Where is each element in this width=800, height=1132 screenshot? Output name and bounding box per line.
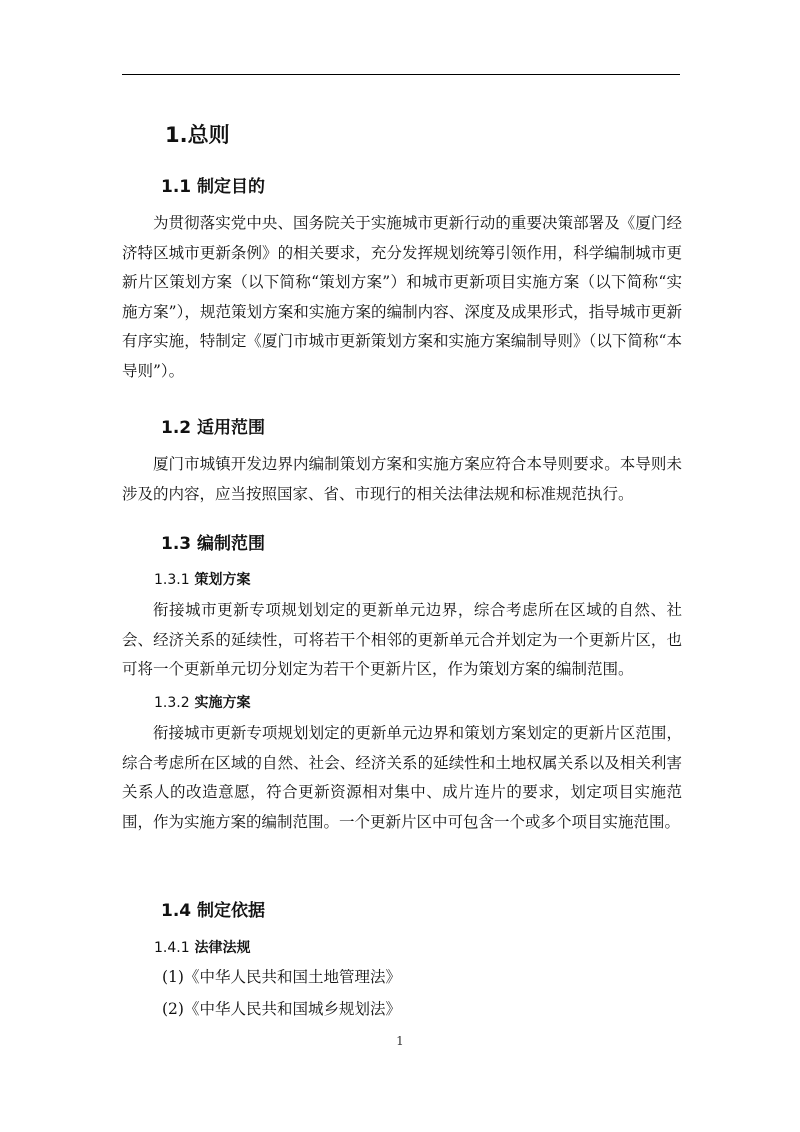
subsection-heading-1-3-2 [154, 693, 251, 713]
subsection-title: 实施方案 [194, 695, 251, 711]
subsection-number: 1.4.1 [154, 940, 190, 956]
paragraph-planning-scheme: 衔接城市更新专项规划划定的更新单元边界，综合考虑所在区域的自然、社会、经济关系的延续性，可将若干个相邻的更新单元合并划定为一个更新片区，也可将一个更新单元切分划定为若干个更新片区，作为策划方案的编制范围。 [122, 601, 682, 678]
section-heading-1-1: 1.1 制定目的 [161, 177, 266, 197]
paragraph-scope: 厦门市城镇开发边界内编制策划方案和实施方案应符合本导则要求。本导则未涉及的内容，应当按照国家、省、市现行的相关法律法规和标准规范执行。 [122, 455, 682, 503]
paragraph-purpose: 为贯彻落实党中央、国务院关于实施城市更新行动的重要决策部署及《厦门经济特区城市更新条例》的相关要求，充分发挥规划统筹引领作用，科学编制城市更新片区策划方案（以下简称“策划方案”）和城市更新项目实施方案（以下简称“实施方案”），规范策划方案和实施方案的编制内容、深度及成果形式，指导城市更新有序实施，特制定《厦门市城市更新策划方案和实施方案编制导则》（以下简称“本导则”）。 [122, 214, 682, 380]
paragraph-implementation-scheme: 衔接城市更新专项规划划定的更新单元边界和策划方案划定的更新片区范围，综合考虑所在区域的自然、社会、经济关系的延续性和土地权属关系以及相关利害关系人的改造意愿，符合更新资源相对集中、成片连片的要求，划定项目实施范围，作为实施方案的编制范围。一个更新片区中可包含一个或多个项目实施范围。 [122, 724, 682, 831]
chapter-title: 1.总则 [165, 123, 230, 147]
subsection-number: 1.3.1 [154, 572, 190, 588]
subsection-number: 1.3.2 [154, 695, 190, 711]
subsection-title: 策划方案 [194, 572, 251, 588]
subsection-title: 法律法规 [194, 940, 251, 956]
subsection-heading-1-3-1 [154, 570, 251, 590]
subsection-heading-1-4-1 [154, 938, 251, 958]
section-heading-1-2: 1.2 适用范围 [161, 418, 266, 438]
section-heading-1-4: 1.4 制定依据 [161, 901, 266, 921]
header-rule [122, 74, 680, 75]
law-list-item: (1)《中华人民共和国土地管理法》 [162, 968, 401, 986]
law-list-item: (2)《中华人民共和国城乡规划法》 [162, 1000, 401, 1018]
section-heading-1-3: 1.3 编制范围 [161, 534, 266, 554]
page-number: 1 [396, 1034, 404, 1048]
